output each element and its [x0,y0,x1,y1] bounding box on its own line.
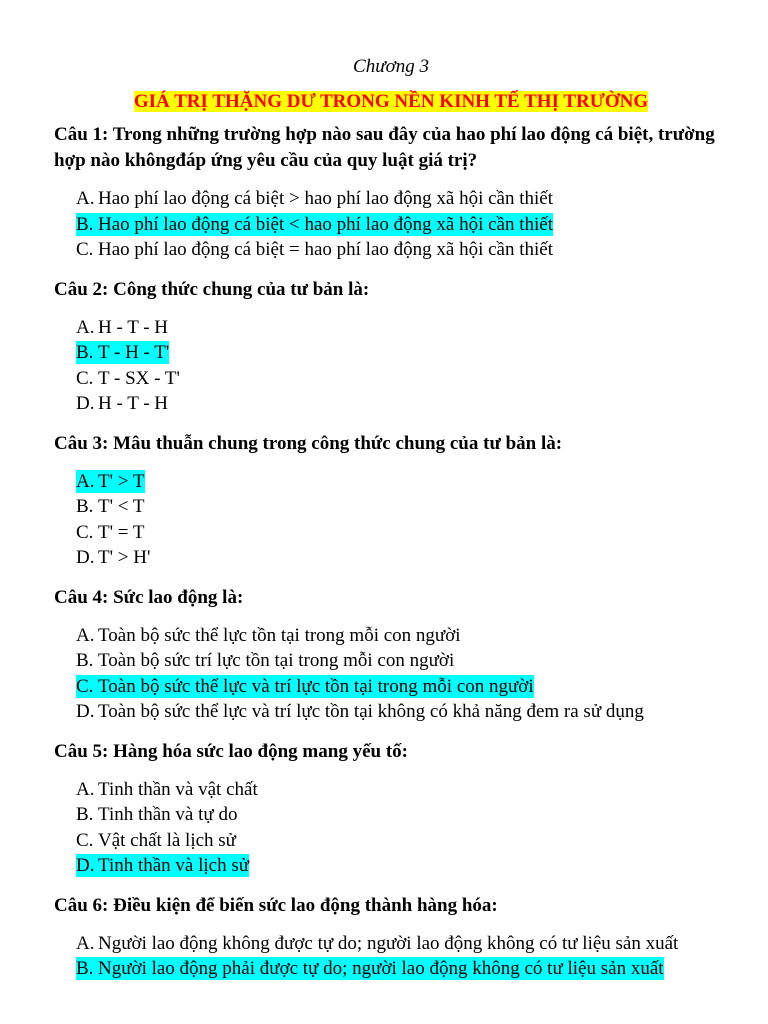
option-content [76,367,180,390]
question-block [54,739,728,879]
answer-option [76,186,728,212]
answer-options [76,931,728,982]
option-content [76,470,145,493]
option-text: Hao phí lao động cá biệt < hao phí lao động xã hội cần thiết [98,213,553,235]
answer-option [76,623,728,649]
option-content [76,238,553,261]
answer-option [76,777,728,803]
answer-option-correct [76,212,728,238]
answer-option-correct [76,853,728,879]
option-content [76,624,461,647]
option-letter: A. [76,316,95,338]
option-text: Tinh thần và lịch sử [98,855,250,876]
title-wrapper [54,90,728,114]
question-text: Câu 3: Mâu thuẫn chung trong công thức chung của tư bản là: [54,432,563,454]
option-text: T' < T [98,496,145,517]
option-letter: C. [76,829,94,851]
option-text: T - H - T' [98,342,170,363]
option-content [76,316,168,339]
option-letter: B. [76,342,94,363]
answer-option [76,802,728,828]
option-letter: B. [76,958,94,979]
option-text: Tinh thần và vật chất [98,778,258,800]
question-block [54,585,728,725]
answer-options [76,777,728,879]
question-text: Câu 1: Trong những trường hợp nào sau đây của hao phí lao động cá biệt, trường hợp nào khôngđáp ứng yêu cầu của quy luật giá trị? [54,124,715,171]
option-content [76,675,534,698]
option-text: Vật chất là lịch sử [98,829,236,851]
question-list [54,122,728,982]
option-text: Toàn bộ sức trí lực tồn tại trong mỗi con người [98,650,455,671]
answer-options [76,186,728,263]
option-text: Người lao động phải được tự do; người lao động không có tư liệu sản xuất [98,958,664,979]
answer-option [76,931,728,957]
option-content [76,957,664,980]
question-block [54,122,728,263]
answer-option [76,366,728,392]
option-content [76,700,644,723]
option-letter: A. [76,778,95,800]
option-text: H - T - H [98,316,169,338]
option-content [76,495,145,518]
option-letter: C. [76,675,94,697]
option-content [76,803,237,826]
answer-options [76,469,728,571]
option-content [76,854,249,877]
answer-options [76,623,728,725]
answer-option-correct [76,674,728,700]
option-letter: D. [76,701,95,722]
option-letter: A. [76,932,95,954]
option-letter: C. [76,521,94,543]
option-letter: D. [76,547,95,568]
option-letter: A. [76,624,95,646]
option-letter: B. [76,650,94,671]
question-block [54,277,728,417]
answer-option-correct [76,340,728,366]
answer-options [76,315,728,417]
option-text: Toàn bộ sức thể lực tồn tại trong mỗi con người [98,624,461,646]
option-text: Toàn bộ sức thể lực và trí lực tồn tại không có khả năng đem ra sử dụng [98,701,644,722]
question-text: Câu 6: Điều kiện để biến sức lao động thành hàng hóa: [54,894,498,916]
document-title: GIÁ TRỊ THẶNG DƯ TRONG NỀN KINH TẾ THỊ TRƯỜNG [133,91,649,112]
option-content [76,778,258,801]
answer-option-correct [76,469,728,495]
question-block [54,431,728,571]
option-letter: A. [76,470,95,492]
option-content [76,187,553,210]
answer-option-correct [76,956,728,982]
option-letter: A. [76,188,95,209]
answer-option [76,699,728,725]
option-text: T' = T [98,521,145,543]
answer-option [76,315,728,341]
option-letter: D. [76,855,95,876]
answer-option [76,648,728,674]
option-content [76,546,150,569]
option-text: Hao phí lao động cá biệt = hao phí lao động xã hội cần thiết [98,239,553,260]
option-content [76,213,553,236]
option-letter: B. [76,213,94,235]
option-text: H - T - H [98,393,169,414]
answer-option [76,545,728,571]
chapter-heading: Chương 3 [353,56,429,77]
option-content [76,932,678,955]
question-text: Câu 2: Công thức chung của tư bản là: [54,278,370,300]
answer-option [76,520,728,546]
option-text: Tinh thần và tự do [98,804,238,825]
answer-option [76,828,728,854]
option-content [76,392,168,415]
option-text: Người lao động không được tự do; người lao động không có tư liệu sản xuất [98,932,679,954]
answer-option [76,237,728,263]
option-content [76,649,454,672]
option-text: Hao phí lao động cá biệt > hao phí lao động xã hội cần thiết [98,188,553,209]
option-letter: B. [76,496,94,517]
option-text: Toàn bộ sức thể lực và trí lực tồn tại trong mỗi con người [98,675,534,697]
option-letter: D. [76,393,95,414]
option-letter: C. [76,367,94,389]
option-content [76,521,145,544]
question-text: Câu 4: Sức lao động là: [54,586,244,608]
option-text: T - SX - T' [98,367,180,389]
option-letter: C. [76,239,94,260]
question-block [54,893,728,982]
answer-option [76,494,728,520]
question-text: Câu 5: Hàng hóa sức lao động mang yếu tố: [54,740,408,762]
option-content [76,341,169,364]
option-text: T' > T [98,470,145,492]
answer-option [76,391,728,417]
option-text: T' > H' [98,547,151,568]
option-letter: B. [76,804,94,825]
option-content [76,829,236,852]
